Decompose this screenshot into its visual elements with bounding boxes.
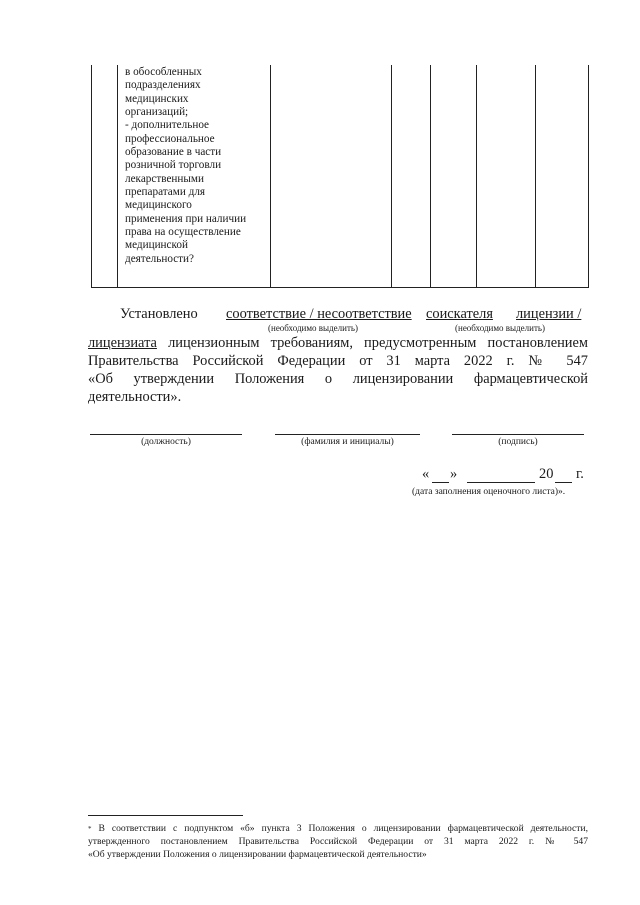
license-word: лицензии /	[516, 306, 582, 322]
paragraph-line-2: лицензиата лицензионным требованиям, предусмотренным постановлением	[88, 335, 588, 351]
applicant-word: соискателя	[426, 306, 493, 322]
table-border-left	[91, 65, 92, 288]
paragraph-line-3: Правительства Российской Федерации от 31 марта 2022 г. № 547	[88, 353, 588, 369]
date-day-line	[432, 482, 449, 483]
footnote-separator	[88, 815, 243, 816]
table-column-divider	[430, 65, 431, 288]
established-word: Установлено	[120, 306, 198, 322]
footnote-line-1: * В соответствии с подпунктом «б» пункта 3 Положения о лицензировании фармацевтической деятельности,	[88, 823, 588, 834]
name-label: (фамилия и инициалы)	[301, 437, 394, 447]
date-year-suffix: г.	[576, 466, 584, 482]
compliance-choice: соответствие / несоответствие	[226, 306, 412, 322]
date-close-quote: »	[450, 466, 458, 482]
date-month-line	[467, 482, 535, 483]
date-year-prefix: 20	[539, 466, 554, 482]
position-line	[90, 434, 242, 435]
table-column-divider	[476, 65, 477, 288]
name-line	[275, 434, 420, 435]
footnote-mark: *	[88, 825, 92, 833]
hint-compliance: (необходимо выделить)	[268, 323, 358, 333]
table-column-divider	[391, 65, 392, 288]
signature-label: (подпись)	[498, 437, 538, 447]
table-cell-requirement: в обособленных подразделениях медицинских организаций; - дополнительное профессиональное образование в части розничной торговли лекарственными препаратами для медицинского применения при наличии права на осуществление медицинской деятельности?	[125, 66, 247, 265]
licensee-word: лицензиата	[88, 335, 157, 351]
date-year-line	[555, 482, 572, 483]
table-border-right	[588, 65, 589, 288]
date-open-quote: «	[422, 466, 430, 482]
footnote-line-3: «Об утверждении Положения о лицензировании фармацевтической деятельности»	[88, 849, 427, 860]
table-column-divider	[117, 65, 118, 288]
table-column-divider	[535, 65, 536, 288]
signature-line	[452, 434, 584, 435]
hint-applicant: (необходимо выделить)	[455, 323, 545, 333]
table-border-bottom	[91, 287, 589, 288]
paragraph-line-4: «Об утверждении Положения о лицензировании фармацевтической	[88, 371, 588, 387]
position-label: (должность)	[141, 437, 191, 447]
paragraph-line-5: деятельности».	[88, 389, 182, 405]
date-label: (дата заполнения оценочного листа)».	[412, 487, 566, 497]
footnote-line-2: утвержденного постановлением Правительства Российской Федерации от 31 марта 2022 г. № 547	[88, 836, 588, 847]
